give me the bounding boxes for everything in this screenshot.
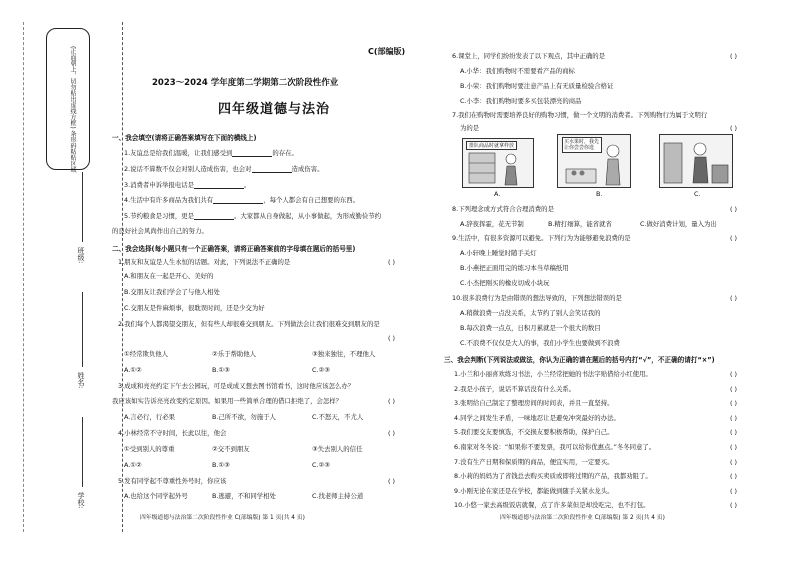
answer-blank[interactable]	[213, 196, 263, 204]
answer-paren[interactable]: ( )	[388, 258, 396, 266]
class-line[interactable]	[82, 172, 83, 242]
binding-strip	[16, 22, 123, 532]
s1-q1: 1.友谊总是给我们温暖，让我们感受到 的存在。	[124, 149, 298, 157]
answer-paren[interactable]: ( )	[730, 205, 738, 213]
judgement-item: 7.没有生产日期和保质期的商品，便宜实用，一定要买。	[454, 457, 614, 466]
school-line[interactable]	[82, 417, 83, 487]
s2-q4-optB: B.①③	[212, 461, 230, 469]
illustration-a-caption: 排队商品时就拿样放	[466, 141, 517, 150]
judgement-item: 6.南家对冬冬说：“如果你不要发票，我可以给你优惠点。”冬冬同意了。	[454, 443, 656, 451]
q10: 10.很多浪费行为是由错误的想法导致的，下列想法错误的是	[452, 294, 622, 302]
name-line[interactable]	[82, 292, 83, 367]
q9-optC: C.小杰把刚买的橡皮切成小块玩	[460, 279, 550, 287]
s2-q5-optC: C.找老师主持公道	[312, 492, 364, 500]
answer-paren[interactable]: ( )	[730, 457, 738, 466]
illustration-c	[659, 134, 733, 188]
s1-q5: 5.节约粮食是习惯，更是 。大家都从自身做起，从小事做起，为形成勤俭节约	[124, 212, 381, 220]
illustration-b-caption: 买水果时，我先让你尝尝你选	[562, 137, 602, 153]
judgement-item: 4.同学之间发生矛盾，一味地忍让是避免冲突最好的办法。	[454, 413, 620, 422]
shopping-scene-a-icon	[463, 139, 533, 187]
section3-heading: 三、我会判断(下列说法或做法，你认为正确的请在题后的括号内打“√”，不正确的请打“×”)	[444, 356, 715, 364]
edition-label: C(部编版)	[368, 47, 406, 56]
answer-paren[interactable]: ( )	[730, 428, 738, 437]
school-label: 学校:	[77, 492, 85, 509]
s2-q4-opt1: ①受到别人的尊重	[124, 445, 175, 453]
s1-q2: 2.说话不算数不仅会对别人造成伤害，也会对 造成伤害。	[124, 165, 324, 173]
illustration-b	[557, 134, 631, 188]
q9: 9.生活中，有很多资源可以避免。下列行为为能够避免浪费的是	[452, 234, 631, 242]
subject-title: 四年级道德与法治	[218, 102, 331, 117]
section1-heading: 一、我会填空(请将正确答案填写在下面的横线上)	[112, 134, 257, 142]
s2-q4: 4.小林经常不守时间，长此以往，他会	[118, 429, 227, 437]
s2-q2-optB: B.①③	[212, 366, 230, 374]
img-label-b: B.	[596, 190, 603, 198]
s2-q5-optB: B.逃避，不和同学相处	[212, 492, 276, 500]
answer-blank[interactable]	[252, 165, 292, 173]
q10-optA: A.稍微浪费一点没关系，太节约了别人会笑话我的	[460, 309, 601, 317]
answer-paren[interactable]: ( )	[730, 234, 738, 242]
answer-paren[interactable]: ( )	[388, 477, 396, 485]
s2-q2-opt3: ③独来独往，不理他人	[312, 350, 376, 358]
q7: 7.我们在购物时需要培养良好的购物习惯，做一个文明的消费者。下列购物行为属于文明行	[452, 111, 708, 119]
s2-q4-optC: C.②③	[312, 461, 330, 469]
judgement-item: 9.小刚无论在家还是在学校，都能做到随手关紧水龙头。	[454, 486, 614, 495]
judgement-item: 2.我是小孩子，说话不算话没有什么关系。	[454, 384, 576, 393]
s2-q2: 2.我们每个人都渴望交朋友，但有些人却很难交到朋友。下列做法会让我们很难交到朋友的是	[118, 320, 380, 328]
footer-page2: 四年级道德与法治第二次阶段性作业 C(部编版) 第 2 页(共 4 页)	[500, 515, 665, 521]
q6-optA: A.小华：我们购物时不需要看产品的商标	[460, 67, 575, 75]
q8-optA: A.辞夜挥霍，花无节制	[460, 220, 524, 228]
s1-q3: 3.消费者申诉举报电话是 。	[124, 181, 251, 189]
s2-q5: 5.发有同学起不尊重性外号时，你应该	[118, 477, 227, 485]
shopping-scene-c-icon	[660, 135, 732, 187]
answer-blank[interactable]	[194, 181, 244, 189]
answer-paren[interactable]: ( )	[730, 443, 738, 451]
q9-optB: B.小燕把正面用完的练习本当草稿纸用	[460, 264, 569, 272]
s2-q4-optA: A.①②	[124, 461, 142, 469]
q8-optC: C.做好消费计划，量入为出	[640, 220, 717, 228]
answer-paren[interactable]: ( )	[730, 52, 738, 60]
s2-q3: 3.成成和亮亮约定下午去公园玩，可是成成又想去图书馆看书，这时他应该怎么办？	[118, 382, 355, 390]
answer-paren[interactable]: ( )	[730, 486, 738, 495]
answer-paren[interactable]: ( )	[730, 413, 738, 422]
answer-paren[interactable]: ( )	[388, 397, 396, 405]
img-label-c: C.	[694, 190, 701, 198]
s2-q3-optA: A.言必行，行必果	[124, 413, 176, 421]
barcode-notice: (正面朝上，切勿贴出虚线方框) 条形码粘贴区域	[69, 46, 76, 173]
judgement-item: 10.小悠一家去高级饭店就餐，点了许多菜但是却没吃完，也不打包。	[454, 501, 650, 510]
judgement-item: 3.张明给自己制定了整理房间的时间表，并且一直坚持。	[454, 399, 614, 408]
answer-paren[interactable]: ( )	[730, 124, 738, 132]
judgement-item: 8.小莉的妈妈为了省钱总去购买卖质或即将过期的产品，我都劝阻了。	[454, 472, 652, 481]
s2-q3-optC: C.不怒天，不尤人	[312, 413, 364, 421]
s2-q2-optC: C.②③	[312, 366, 330, 374]
answer-paren[interactable]: ( )	[730, 370, 738, 378]
q6-optB: B.小荣：我们购物时要注意产品上有无质量检验合格证	[460, 82, 614, 90]
q6: 6.课堂上，同学们纷纷发表了以下观点，其中正确的是	[452, 52, 606, 60]
answer-paren[interactable]: ( )	[730, 472, 738, 481]
answer-paren[interactable]: ( )	[730, 399, 738, 408]
answer-blank[interactable]	[232, 149, 272, 157]
answer-blank[interactable]	[194, 212, 234, 220]
illustration-a	[462, 138, 534, 188]
judgement-item: 1.小兰和小丽喜欢练习书法，小兰经常把她的书法字贴借给小红使用。	[454, 370, 652, 378]
s2-q1-optA: A.和朋友在一起是开心、美好的	[124, 272, 214, 280]
q10-optB: B.每次浪费一点点，日积月累就是一个很大的数目	[460, 324, 601, 332]
s2-q3-optB: B.己所不欲，勿施于人	[212, 413, 276, 421]
s2-q2-optA: A.①②	[124, 366, 142, 374]
judgement-item: 5.我们要交友要慎选，不交损友要积极帮助，保护自己。	[454, 428, 614, 437]
s2-q5-optA: A.也给这个同学起外号	[124, 492, 188, 500]
s1-q4: 4.生活中有许多商品为我们共有 ，每个人都会有自己想要的东西。	[124, 196, 360, 204]
s2-q2-opt1: ①经常欺负他人	[124, 350, 169, 358]
s2-q3-cont: 我应该如实告诉亮亮改变约定原因。如果用一些简单合理的借口拒绝了，会怎样？	[112, 397, 343, 405]
answer-paren[interactable]: ( )	[388, 429, 396, 437]
img-label-a: A.	[494, 190, 501, 198]
q6-optC: C.小李：我们购物时要多买包装漂亮的商品	[460, 97, 582, 105]
section2-heading: 二、我会选择(每小题只有一个正确答案，请将正确答案前的字母填在题后的括号里)	[112, 245, 356, 253]
q10-optC: C.不浪费不仅仅是大人的事，我们小学生也要做到不浪费	[460, 339, 620, 347]
answer-paren[interactable]: ( )	[730, 294, 738, 302]
s2-q1: 1.朋友和友谊是人生永恒的话题。对此，下列说法不正确的是	[118, 258, 291, 266]
s2-q1-optB: B.交朋友让我们学会了与他人相处	[124, 288, 220, 296]
answer-paren[interactable]: ( )	[730, 384, 738, 393]
s2-q4-opt3: ③失去别人的信任	[312, 445, 363, 453]
footer-page1: 四年级道德与法治第二次阶段性作业 C(部编版) 第 1 页(共 4 页)	[140, 515, 305, 521]
q8: 8.下列理念或方式符合合理消费的是	[452, 205, 554, 213]
s2-q2-opt2: ②乐于帮助他人	[212, 350, 257, 358]
shopping-scene-b-icon	[558, 135, 630, 187]
s2-q1-optC: C.交朋友是件麻烦事，很耽误时间，还是少交为好	[124, 304, 265, 312]
s2-q4-opt2: ②交不到朋友	[212, 445, 250, 453]
term-title: 2023～2024 学年度第二学期第二次阶段性作业	[152, 78, 339, 88]
name-label: 姓名:	[77, 372, 85, 389]
q8-optB: B.精打细算，能省就省	[548, 220, 612, 228]
s1-q5-cont: 的良好社会风尚作出自己的努力。	[112, 227, 208, 235]
answer-paren[interactable]: ( )	[730, 501, 738, 510]
class-label: 班级:	[77, 247, 85, 264]
q7-cont: 为的是	[460, 124, 480, 132]
answer-paren[interactable]: ( )	[388, 334, 396, 342]
q9-optA: A.小轩晚上睡觉时随手关灯	[460, 249, 537, 257]
